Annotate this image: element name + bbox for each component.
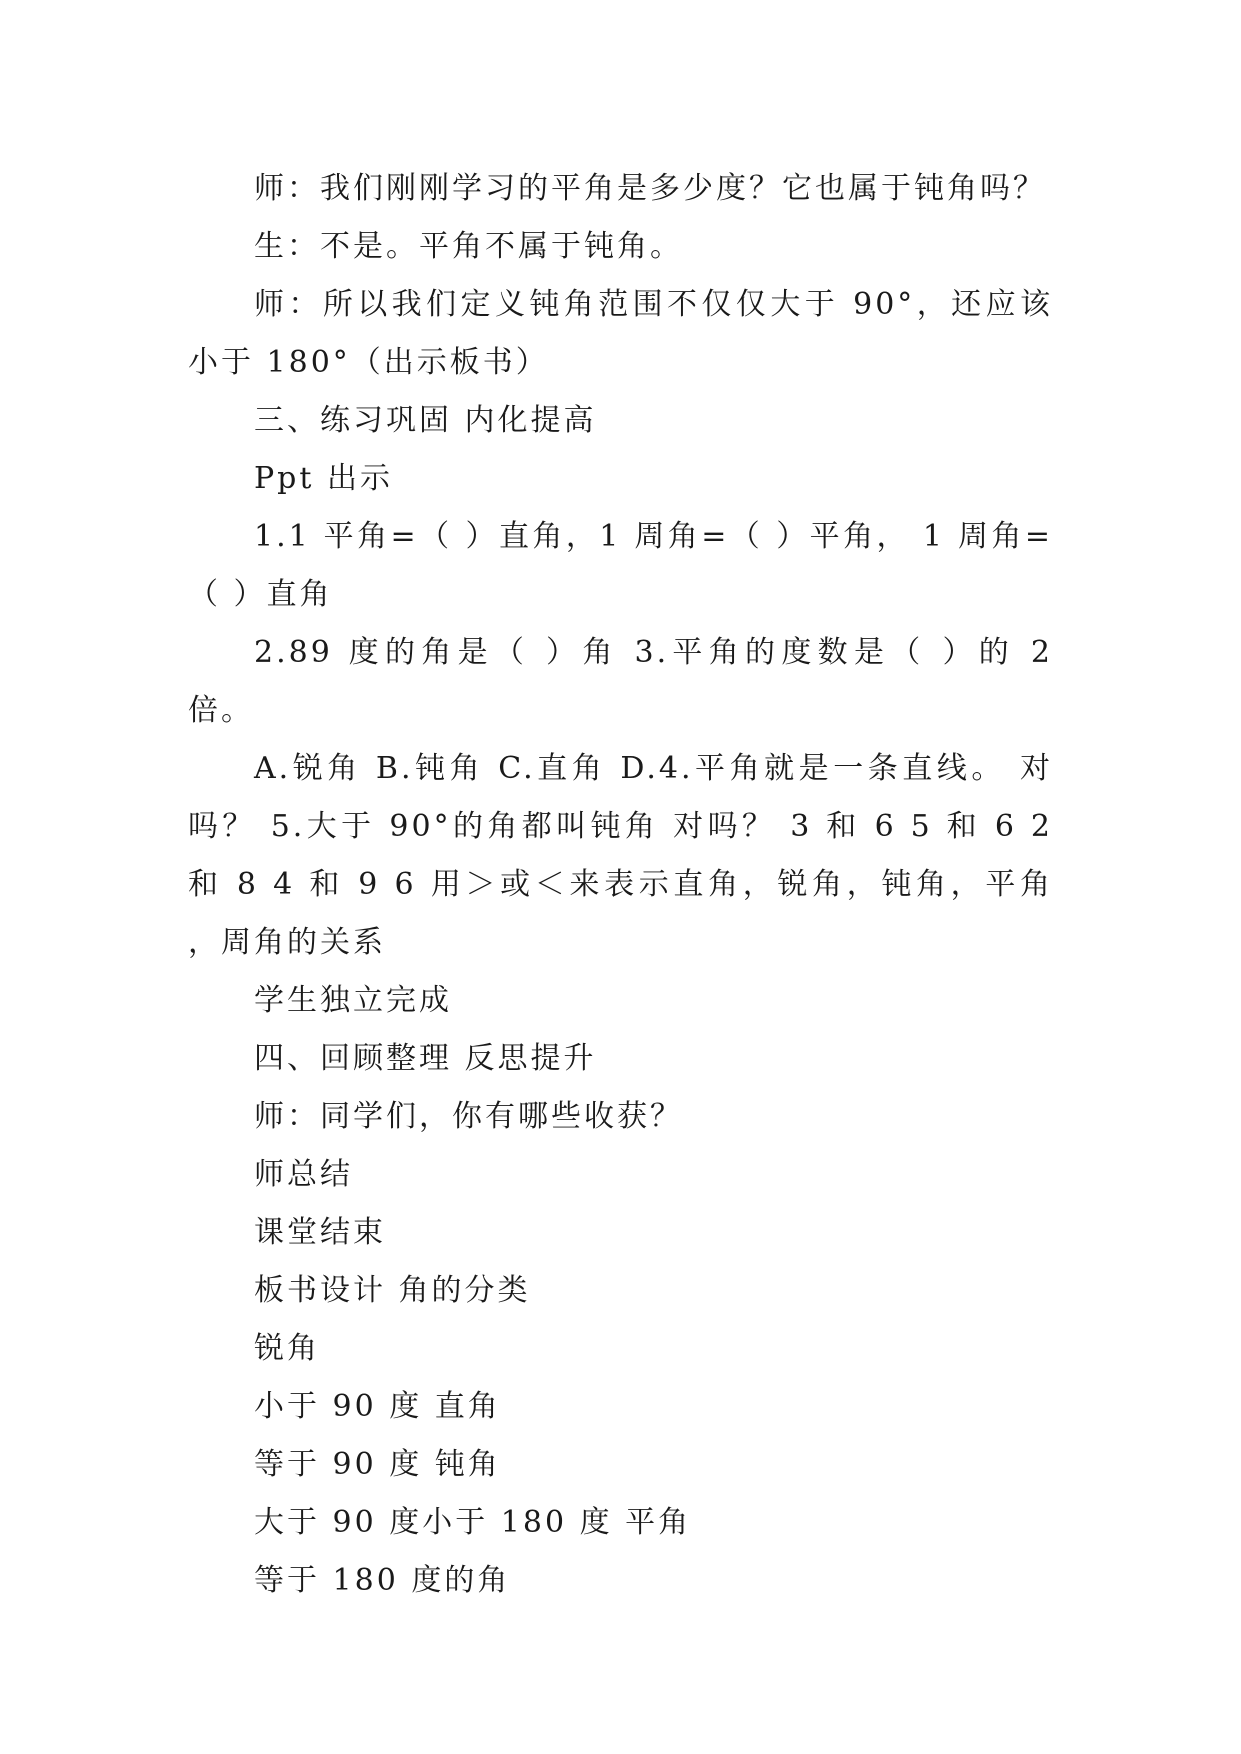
paragraph-board-design: 板书设计 角的分类 xyxy=(254,1273,531,1308)
document-body xyxy=(188,160,1053,1610)
paragraph-obtuse-definition: 师：所以我们定义钝角范围不仅仅大于 90°，还应该小于 180°（出示板书） xyxy=(188,287,1053,380)
paragraph-equal-180: 等于 180 度的角 xyxy=(254,1563,511,1598)
exercise-1: 1.1 平角=（ ）直角，1 周角=（ ）平角， 1 周角=（ ）直角 xyxy=(188,519,1053,612)
paragraph-independent-work: 学生独立完成 xyxy=(254,983,452,1018)
paragraph-teacher-harvest: 师：同学们，你有哪些收获？ xyxy=(254,1099,683,1134)
paragraph-student-answer: 生：不是。平角不属于钝角。 xyxy=(254,229,683,264)
exercise-2-3: 2.89 度的角是（ ）角 3.平角的度数是（ ）的 2 倍。 xyxy=(188,635,1053,728)
paragraph-teacher-summary: 师总结 xyxy=(254,1157,353,1192)
paragraph-equal-90: 等于 90 度 钝角 xyxy=(254,1447,501,1482)
paragraph-between-90-180: 大于 90 度小于 180 度 平角 xyxy=(254,1505,692,1540)
paragraph-less-than-90: 小于 90 度 直角 xyxy=(254,1389,501,1424)
exercise-options-4-6: A.锐角 B.钝角 C.直角 D.4.平角就是一条直线。 对吗？ 5.大于 90°的角都叫钝角 对吗？ 3 和 6 5 和 6 2 和 8 4 和 9 6 用＞或＜来表示直角，锐角，钝角，平角 ，周角的关系 xyxy=(188,751,1053,960)
section-heading-practice: 三、练习巩固 内化提高 xyxy=(254,403,597,438)
section-heading-review: 四、回顾整理 反思提升 xyxy=(254,1041,597,1076)
paragraph-class-end: 课堂结束 xyxy=(254,1215,386,1250)
paragraph-teacher-question: 师：我们刚刚学习的平角是多少度？它也属于钝角吗？ xyxy=(254,171,1046,206)
paragraph-ppt-show: Ppt 出示 xyxy=(254,461,393,496)
paragraph-acute-angle: 锐角 xyxy=(254,1331,320,1366)
